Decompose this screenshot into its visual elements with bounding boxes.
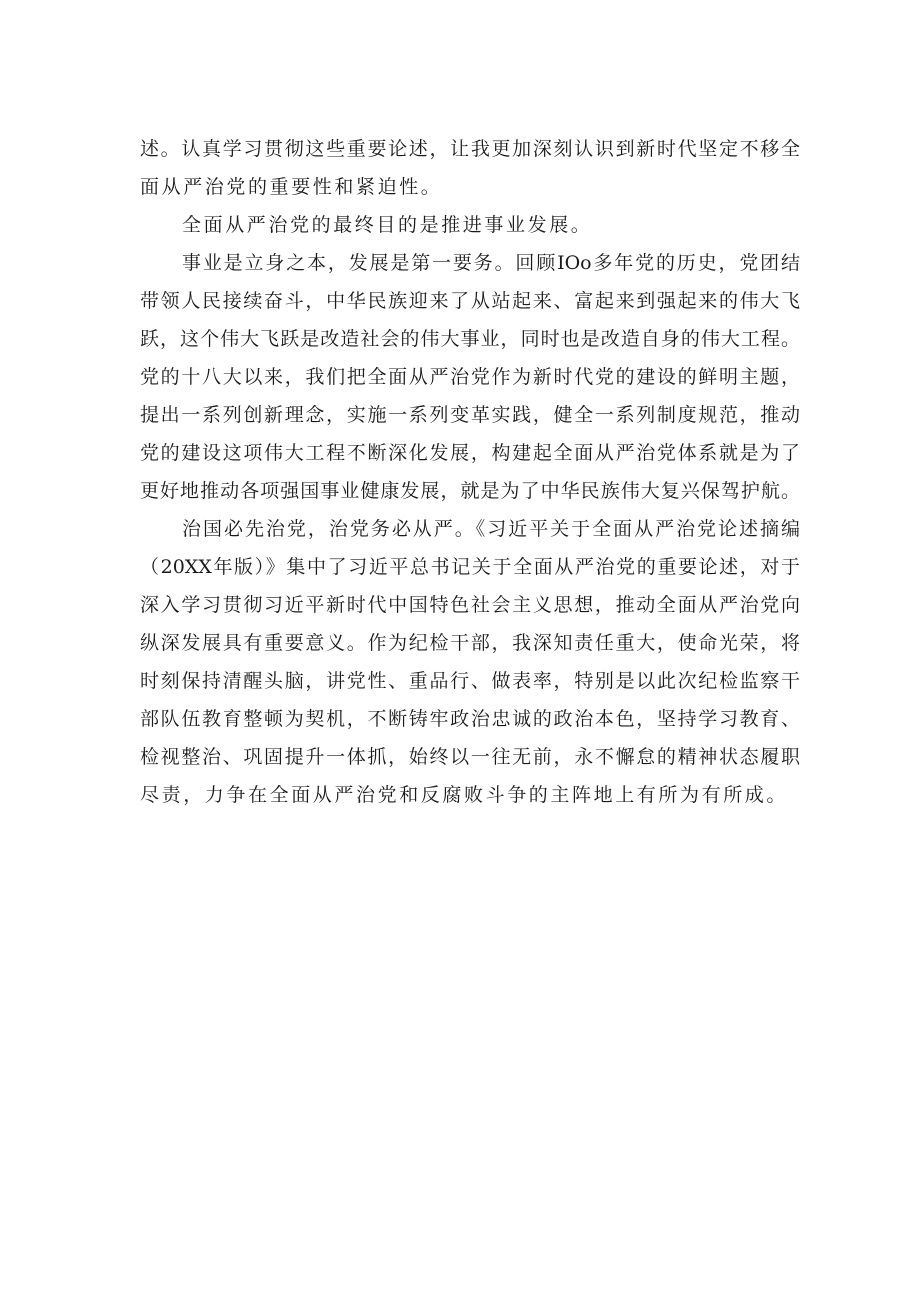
text-line: 党的建设这项伟大工程不断深化发展，构建起全面从严治党体系就是为了 [140,442,800,464]
text-line: 提出一系列创新理念，实施一系列变革实践，健全一系列制度规范，推动 [140,404,800,426]
text-line: 更好地推动各项强国事业健康发展，就是为了中华民族伟大复兴保驾护航。 [140,480,800,502]
text-line: 尽责，力争在全面从严治党和反腐败斗争的主阵地上有所为有所成。 [140,784,789,806]
text-line: 面从严治党的重要性和紧迫性。 [140,176,443,198]
document-body [140,130,800,814]
paragraph-line: 事业是立身之本，发展是第一要务。回顾IOo多年党的历史，党团结 [182,252,800,274]
text-line: 带领人民接续奋斗，中华民族迎来了从站起来、富起来到强起来的伟大飞 [140,290,800,312]
text-line: 纵深发展具有重要意义。作为纪检干部，我深知责任重大，使命光荣，将 [140,632,800,654]
text-line: （20XX年版）》集中了习近平总书记关于全面从严治党的重要论述，对于 [140,556,800,578]
text-line: 检视整治、巩固提升一体抓，始终以一往无前，永不懈怠的精神状态履职 [140,746,800,768]
paragraph-line: 治国必先治党，治党务必从严。《习近平关于全面从严治党论述摘编 [182,518,800,540]
text-line: 深入学习贯彻习近平新时代中国特色社会主义思想，推动全面从严治党向 [140,594,800,616]
text-line: 跃，这个伟大飞跃是改造社会的伟大事业，同时也是改造自身的伟大工程。 [140,328,800,350]
text-line: 时刻保持清醒头脑，讲党性、重品行、做表率，特别是以此次纪检监察干 [140,670,800,692]
paragraph-line: 全面从严治党的最终目的是推进事业发展。 [182,214,593,236]
text-line: 述。认真学习贯彻这些重要论述，让我更加深刻认识到新时代坚定不移全 [140,138,800,160]
text-line: 党的十八大以来，我们把全面从严治党作为新时代党的建设的鲜明主题， [140,366,800,388]
text-line: 部队伍教育整顿为契机，不断铸牢政治忠诚的政治本色，坚持学习教育、 [140,708,800,730]
